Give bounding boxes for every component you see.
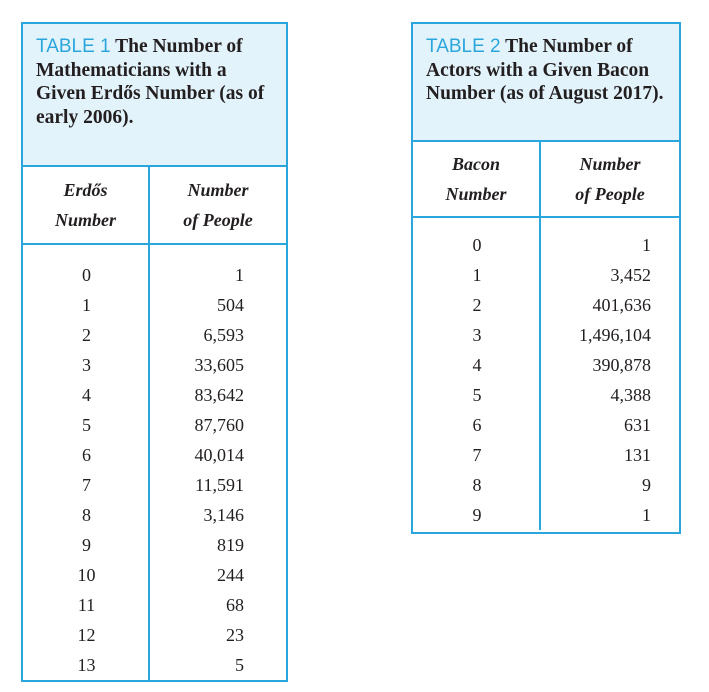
- cell-people: 11,591: [195, 475, 244, 495]
- table-row: [23, 530, 286, 560]
- table-row: [413, 290, 679, 320]
- table-caption: [23, 24, 286, 167]
- cell-people: 1,496,104: [579, 325, 651, 345]
- cell-number: 0: [82, 265, 91, 285]
- table-row: [23, 380, 286, 410]
- table-row: [413, 230, 679, 260]
- cell-people: 68: [226, 595, 244, 615]
- header-line: of People: [183, 210, 253, 230]
- table-row: [23, 410, 286, 440]
- cell-number: 5: [472, 385, 482, 405]
- cell-number: 11: [77, 595, 96, 615]
- cell-number: 12: [77, 625, 96, 645]
- cell-number: 9: [472, 505, 482, 525]
- table-row: [413, 440, 679, 470]
- column-header-erdos-number: [23, 167, 150, 243]
- cell-number: 2: [82, 325, 91, 345]
- cell-number: 5: [82, 415, 91, 435]
- column-header-row: [23, 167, 286, 245]
- cell-people: 1: [642, 505, 651, 525]
- cell-people: 1: [235, 265, 244, 285]
- column-header-bacon-number: [413, 142, 541, 216]
- cell-number: 0: [472, 235, 482, 255]
- table-bacon-numbers: [411, 22, 681, 534]
- cell-number: 7: [82, 475, 91, 495]
- table-row: [413, 350, 679, 380]
- cell-people: 87,760: [194, 415, 244, 435]
- table-row: [23, 590, 286, 620]
- cell-people: 5: [235, 655, 244, 675]
- table-row: [23, 320, 286, 350]
- cell-people: 390,878: [592, 355, 651, 375]
- cell-number: 3: [472, 325, 482, 345]
- table-label: TABLE 2: [426, 36, 501, 57]
- table-row: [23, 290, 286, 320]
- cell-number: 1: [472, 265, 482, 285]
- table-row: [23, 470, 286, 500]
- column-header-row: [413, 142, 679, 218]
- cell-number: 6: [82, 445, 91, 465]
- cell-number: 8: [82, 505, 91, 525]
- table-row: [413, 500, 679, 530]
- table-erdos-numbers: [21, 22, 288, 682]
- column-header-number-of-people: [541, 142, 679, 216]
- header-line: Number: [187, 180, 249, 200]
- table-caption: [413, 24, 679, 142]
- cell-people: 6,593: [203, 325, 244, 345]
- table-row: [23, 260, 286, 290]
- cell-number: 3: [82, 355, 91, 375]
- cell-people: 23: [226, 625, 244, 645]
- cell-people: 40,014: [194, 445, 244, 465]
- header-line: of People: [575, 184, 645, 204]
- header-line: Number: [445, 184, 507, 204]
- cell-people: 819: [217, 535, 244, 555]
- cell-people: 9: [642, 475, 651, 495]
- cell-people: 131: [624, 445, 651, 465]
- table-row: [23, 650, 286, 680]
- header-line: Bacon: [451, 154, 500, 174]
- table-label: TABLE 1: [36, 36, 111, 57]
- cell-number: 6: [472, 415, 482, 435]
- table-row: [23, 440, 286, 470]
- cell-people: 244: [217, 565, 244, 585]
- cell-number: 7: [472, 445, 482, 465]
- row-list: [23, 260, 286, 680]
- row-list: [413, 230, 679, 530]
- cell-people: 33,605: [194, 355, 244, 375]
- table-title: The Number of Mathematicians with a Given Erdős Number (as of early 2006).: [36, 36, 265, 128]
- cell-number: 8: [472, 475, 482, 495]
- cell-number: 1: [82, 295, 91, 315]
- cell-number: 13: [77, 655, 96, 675]
- table-body: [23, 245, 286, 680]
- cell-number: 4: [472, 355, 482, 375]
- cell-people: 4,388: [610, 385, 651, 405]
- table-row: [23, 560, 286, 590]
- cell-number: 10: [77, 565, 96, 585]
- table-row: [23, 500, 286, 530]
- table-row: [413, 410, 679, 440]
- cell-people: 504: [217, 295, 244, 315]
- table-row: [413, 380, 679, 410]
- table-row: [413, 320, 679, 350]
- column-header-number-of-people: [150, 167, 286, 243]
- cell-people: 3,452: [610, 265, 651, 285]
- cell-number: 2: [472, 295, 482, 315]
- table-body: [413, 218, 679, 530]
- table-row: [413, 260, 679, 290]
- cell-people: 401,636: [592, 295, 651, 315]
- table-row: [23, 350, 286, 380]
- table-row: [413, 470, 679, 500]
- cell-number: 9: [82, 535, 91, 555]
- cell-people: 3,146: [203, 505, 244, 525]
- cell-number: 4: [82, 385, 91, 405]
- cell-people: 1: [642, 235, 651, 255]
- header-line: Number: [579, 154, 641, 174]
- header-line: Number: [54, 210, 116, 230]
- table-row: [23, 620, 286, 650]
- header-line: Erdős: [63, 180, 108, 200]
- cell-people: 631: [624, 415, 651, 435]
- table-title: The Number of Actors with a Given Bacon Number (as of August 2017).: [426, 36, 664, 104]
- cell-people: 83,642: [194, 385, 244, 405]
